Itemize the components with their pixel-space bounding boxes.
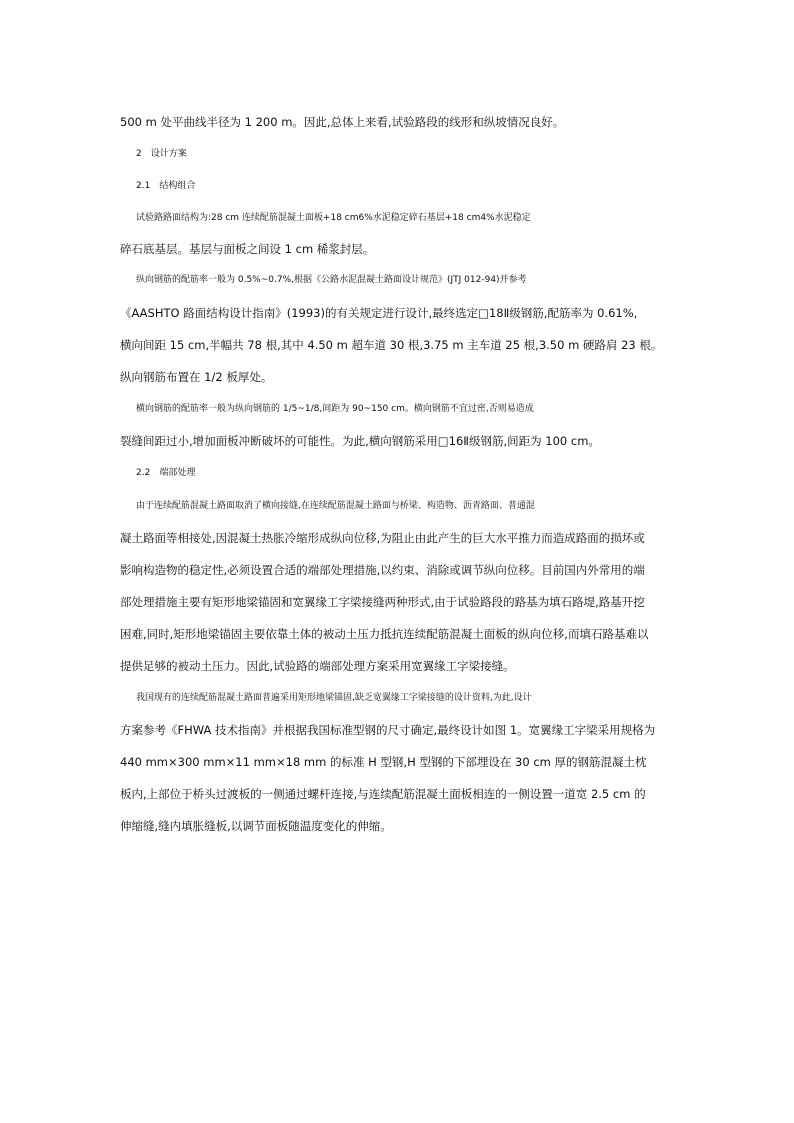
text-line: 方案参考《FHWA 技术指南》并根据我国标准型钢的尺寸确定,最终设计如图 1。宽翼缘工字梁采用规格为: [120, 723, 656, 737]
text-line: 试验路路面结构为:28 cm 连续配筋混凝土面板+18 cm6%水泥稳定碎石基层+18 cm4%水泥稳定: [136, 213, 531, 223]
section-heading-2-1: 2.1 结构组合: [136, 181, 196, 191]
text-line: 部处理措施主要有矩形地梁锚固和宽翼缘工字梁接缝两种形式,由于试验路段的路基为填石路堤,路基开挖: [120, 595, 645, 609]
text-line: 440 mm×300 mm×11 mm×18 mm 的标准 H 型钢,H 型钢的下部埋设在 30 cm 厚的钢筋混凝土枕: [120, 755, 647, 769]
text-line: 裂缝间距过小,增加面板冲断破坏的可能性。为此,横向钢筋采用□16Ⅱ级钢筋,间距为 100 cm。: [120, 434, 600, 448]
text-line: 影响构造物的稳定性,必须设置合适的端部处理措施,以约束、消除或调节纵向位移。目前国内外常用的端: [120, 563, 645, 577]
text-line: 纵向钢筋布置在 1/2 板厚处。: [120, 370, 273, 384]
text-line: 提供足够的被动土压力。因此,试验路的端部处理方案采用宽翼缘工字梁接缝。: [120, 659, 515, 673]
text-line: 横向钢筋的配筋率一般为纵向钢筋的 1/5~1/8,间距为 90~150 cm。横向钢筋不宜过密,否则易造成: [136, 404, 534, 414]
section-heading-2: 2 设计方案: [136, 149, 187, 159]
text-line: 我国现有的连续配筋混凝土路面普遍采用矩形地梁锚固,缺乏宽翼缘工字梁接缝的设计资料,为此,设计: [136, 693, 532, 703]
text-line: 纵向钢筋的配筋率一般为 0.5%~0.7%,根据《公路水泥混凝土路面设计规范》(JTJ 012-94)并参考: [136, 275, 527, 285]
text-line: 板内,上部位于桥头过渡板的一侧通过螺杆连接,与连续配筋混凝土面板相连的一侧设置一道宽 2.5 cm 的: [120, 787, 646, 801]
text-line: 《AASHTO 路面结构设计指南》(1993)的有关规定进行设计,最终选定□18Ⅱ级钢筋,配筋率为 0.61%,: [120, 306, 638, 320]
text-line: 碎石底基层。基层与面板之间设 1 cm 稀浆封层。: [120, 242, 375, 256]
text-line: 由于连续配筋混凝土路面取消了横向接缝,在连续配筋混凝土路面与桥梁、构造物、沥青路面、普通混: [136, 501, 535, 511]
text-line: 凝土路面等相接处,因混凝土热胀冷缩形成纵向位移,为阻止由此产生的巨大水平推力而造成路面的损坏或: [120, 531, 645, 545]
section-heading-2-2: 2.2 端部处理: [136, 468, 196, 478]
text-line: 500 m 处平曲线半径为 1 200 m。因此,总体上来看,试验路段的线形和纵坡情况良好。: [120, 115, 565, 129]
text-line: 横向间距 15 cm,半幅共 78 根,其中 4.50 m 超车道 30 根,3.75 m 主车道 25 根,3.50 m 硬路肩 23 根。: [120, 338, 663, 352]
text-line: 困难,同时,矩形地梁锚固主要依靠土体的被动土压力抵抗连续配筋混凝土面板的纵向位移,而填石路基难以: [120, 627, 649, 641]
text-line: 伸缩缝,缝内填胀缝板,以调节面板随温度变化的伸缩。: [120, 819, 392, 833]
